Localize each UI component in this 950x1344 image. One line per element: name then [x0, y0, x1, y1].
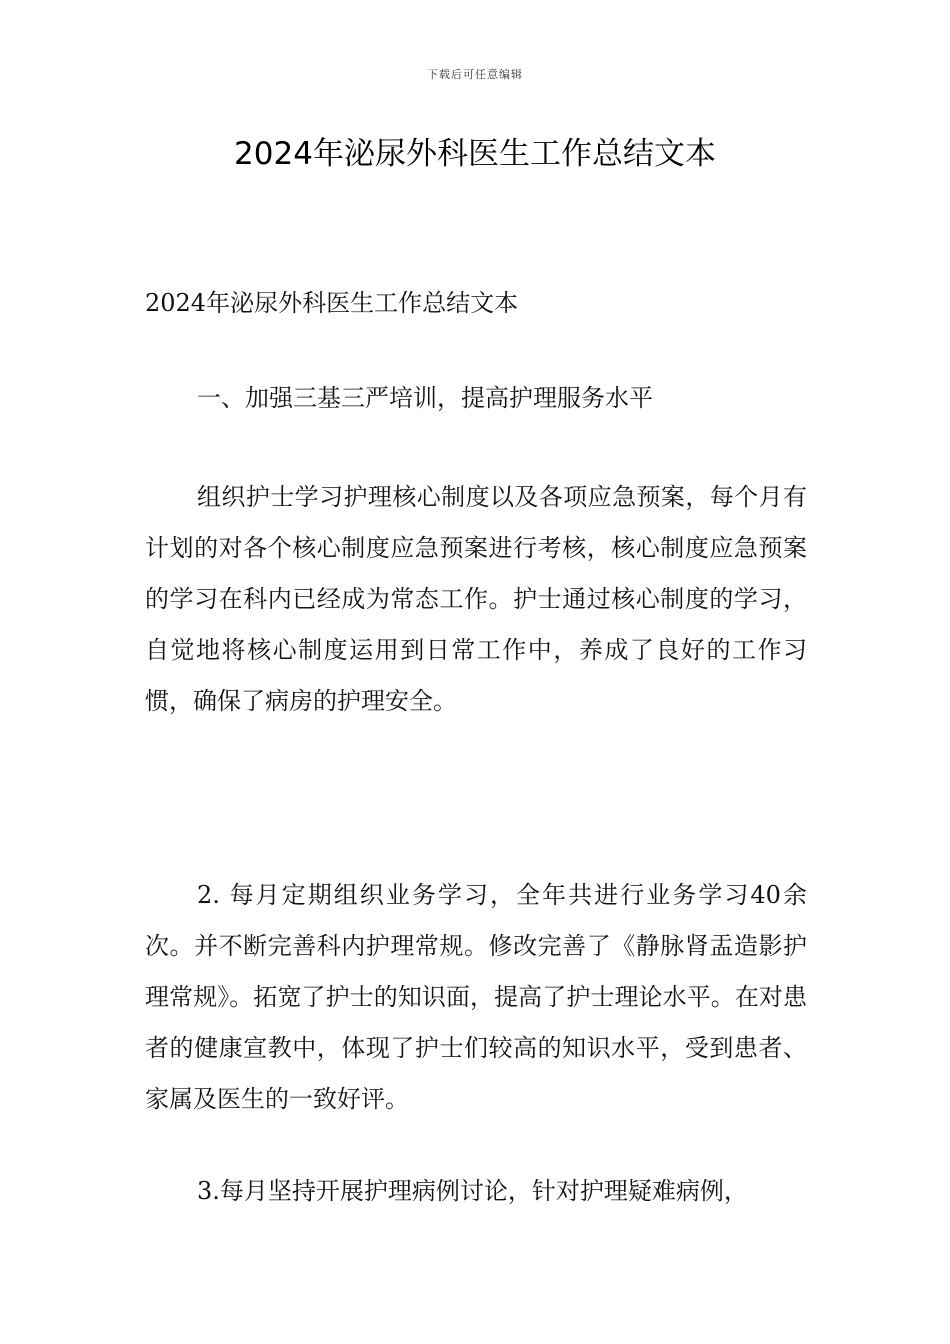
document-title: 2024年泌尿外科医生工作总结文本 — [234, 136, 716, 172]
section-heading: 一、加强三基三严培训，提高护理服务水平 — [197, 384, 653, 412]
document-subtitle: 2024年泌尿外科医生工作总结文本 — [145, 289, 519, 317]
paragraph-monthly-study: 2. 每月定期组织业务学习，全年共进行业务学习40余次。并不断完善科内护理常规。修改完善了《静脉肾盂造影护理常规》。拓宽了护士的知识面，提高了护士理论水平。在对患者的健康宣教中，体现了护士们较高的知识水平，受到患者、家属及医生的一致好评。 — [145, 881, 807, 1113]
paragraph-case-discussion: 3.每月坚持开展护理病例讨论，针对护理疑难病例， — [197, 1177, 748, 1205]
header-note: 下载后可任意编辑 — [427, 68, 523, 81]
paragraph-core-system-training: 组织护士学习护理核心制度以及各项应急预案，每个月有计划的对各个核心制度应急预案进行考核，核心制度应急预案的学习在科内已经成为常态工作。护士通过核心制度的学习，自觉地将核心制度运用到日常工作中，养成了良好的工作习惯，确保了病房的护理安全。 — [145, 483, 807, 715]
